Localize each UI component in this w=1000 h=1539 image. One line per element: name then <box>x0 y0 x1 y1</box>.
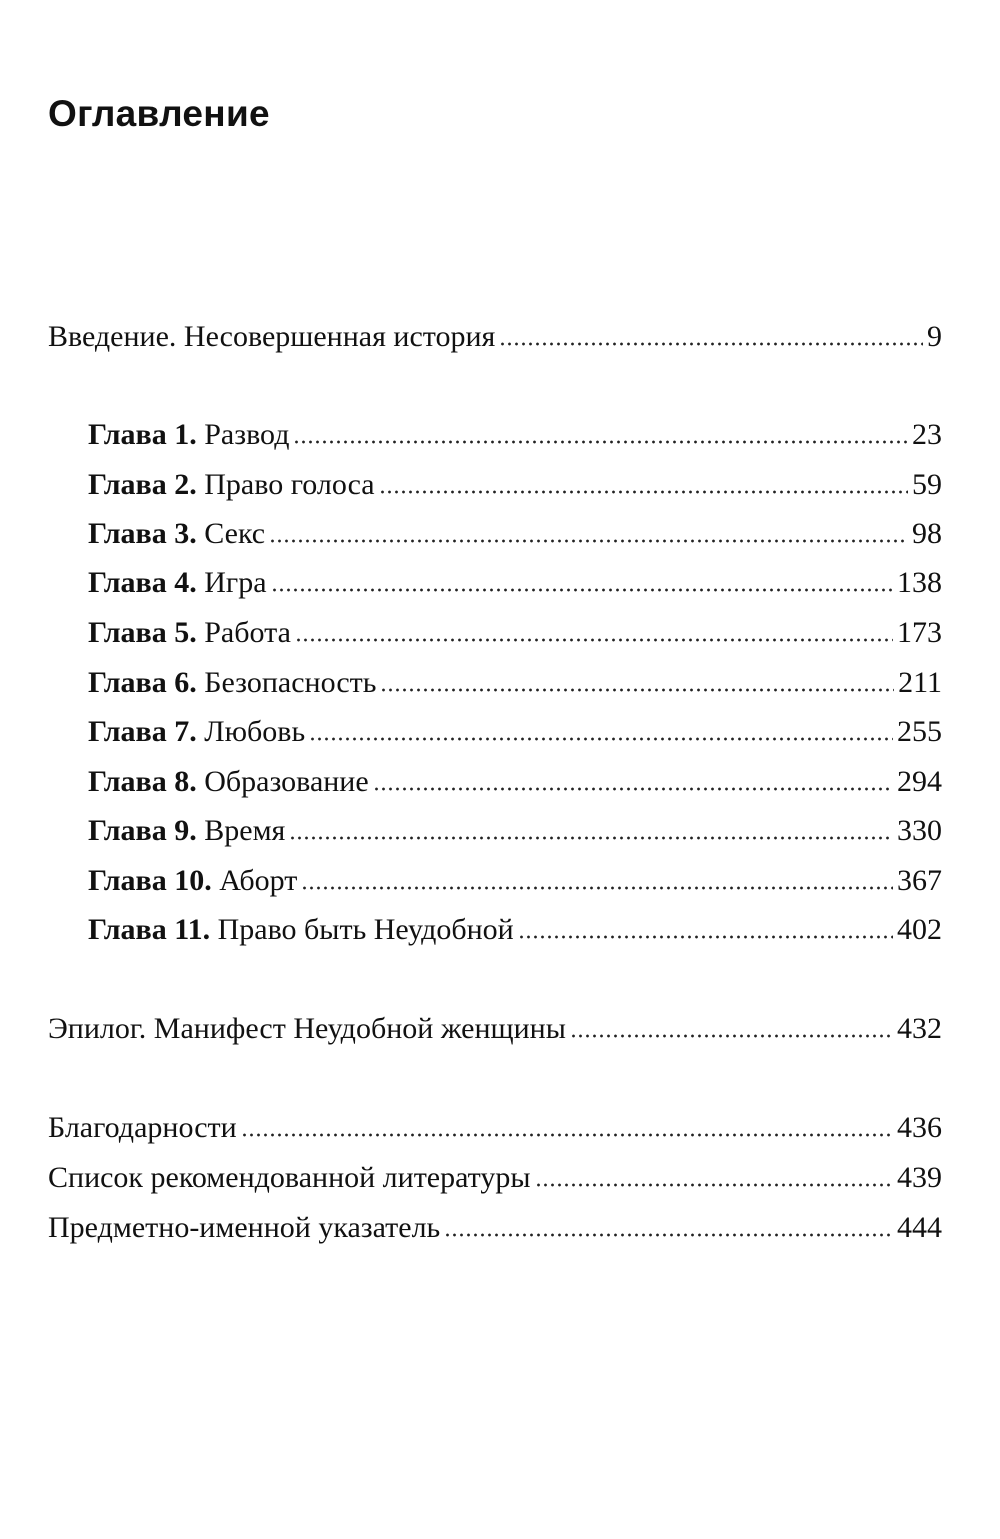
chapter-number: Глава 9. <box>88 814 197 847</box>
toc-page-number: 59 <box>912 468 942 501</box>
toc-entry-chapter[interactable] <box>88 808 942 854</box>
chapter-number: Глава 7. <box>88 715 197 748</box>
chapter-number: Глава 1. <box>88 418 197 451</box>
dot-leader <box>271 588 893 592</box>
chapter-number: Глава 6. <box>88 666 197 699</box>
dot-leader <box>295 638 893 642</box>
page-title: Оглавление <box>48 93 270 134</box>
toc-page-number: 432 <box>897 1012 942 1045</box>
toc-entry-chapter[interactable] <box>88 858 942 904</box>
chapter-title: Время <box>204 814 286 847</box>
chapter-title: Секс <box>204 517 266 550</box>
toc-page-number: 98 <box>912 517 942 550</box>
toc-page-number: 436 <box>897 1111 942 1144</box>
toc-page-number: 330 <box>897 814 942 847</box>
toc-entry-chapter[interactable] <box>88 610 942 656</box>
dot-leader <box>380 688 894 692</box>
dot-leader <box>241 1133 893 1137</box>
dot-leader <box>570 1034 893 1038</box>
dot-leader <box>379 490 908 494</box>
dot-leader <box>309 737 893 741</box>
dot-leader <box>444 1233 893 1237</box>
toc-entry-label: Эпилог. Манифест Неудобной женщины <box>48 1012 566 1045</box>
toc-page-number: 402 <box>897 913 942 946</box>
dot-leader <box>293 440 908 444</box>
dot-leader <box>535 1183 893 1187</box>
toc-page-number: 138 <box>897 566 942 599</box>
toc-entry-chapter[interactable] <box>88 907 942 953</box>
chapter-number: Глава 2. <box>88 468 197 501</box>
toc-entry-chapter[interactable] <box>88 709 942 755</box>
toc-entry-label: Предметно-именной указатель <box>48 1211 441 1244</box>
chapter-number: Глава 10. <box>88 864 212 897</box>
toc-page-number: 173 <box>897 616 942 649</box>
toc-entry-intro[interactable] <box>48 314 942 360</box>
chapter-number: Глава 8. <box>88 765 197 798</box>
toc-entry-epilogue[interactable] <box>48 1006 942 1052</box>
toc-page-number: 211 <box>898 666 942 699</box>
toc-page-number: 439 <box>897 1161 942 1194</box>
toc-entry-reading-list[interactable] <box>48 1155 942 1201</box>
chapter-title: Игра <box>204 566 267 599</box>
chapter-number: Глава 11. <box>88 913 211 946</box>
toc-entry-chapter[interactable] <box>88 412 942 458</box>
dot-leader <box>289 836 893 840</box>
toc-entry-label: Введение. Несовершенная история <box>48 320 496 353</box>
chapter-number: Глава 3. <box>88 517 197 550</box>
chapter-title: Развод <box>204 418 290 451</box>
toc-page-number: 444 <box>897 1211 942 1244</box>
toc-entry-chapter[interactable] <box>88 511 942 557</box>
chapter-title: Работа <box>204 616 291 649</box>
chapter-number: Глава 5. <box>88 616 197 649</box>
chapter-title: Безопасность <box>204 666 377 699</box>
toc-entry-acknowledgements[interactable] <box>48 1105 942 1151</box>
toc-entry-label: Благодарности <box>48 1111 237 1144</box>
toc-entry-chapter[interactable] <box>88 759 942 805</box>
toc-entry-index[interactable] <box>48 1205 942 1251</box>
dot-leader <box>499 342 923 346</box>
chapter-title: Образование <box>204 765 369 798</box>
chapter-title: Право голоса <box>204 468 375 501</box>
toc-page-number: 23 <box>912 418 942 451</box>
toc-page-number: 367 <box>897 864 942 897</box>
toc-page-number: 9 <box>927 320 942 353</box>
chapter-title: Аборт <box>219 864 298 897</box>
toc-entry-chapter[interactable] <box>88 560 942 606</box>
toc-entry-chapter[interactable] <box>88 462 942 508</box>
chapter-title: Право быть Неудобной <box>217 913 514 946</box>
toc-page-number: 255 <box>897 715 942 748</box>
toc-entry-label: Список рекомендованной литературы <box>48 1161 531 1194</box>
chapter-number: Глава 4. <box>88 566 197 599</box>
dot-leader <box>301 886 893 890</box>
toc-page-number: 294 <box>897 765 942 798</box>
toc-entry-chapter[interactable] <box>88 660 942 706</box>
dot-leader <box>373 787 893 791</box>
chapter-title: Любовь <box>204 715 306 748</box>
dot-leader <box>518 935 893 939</box>
dot-leader <box>269 539 908 543</box>
